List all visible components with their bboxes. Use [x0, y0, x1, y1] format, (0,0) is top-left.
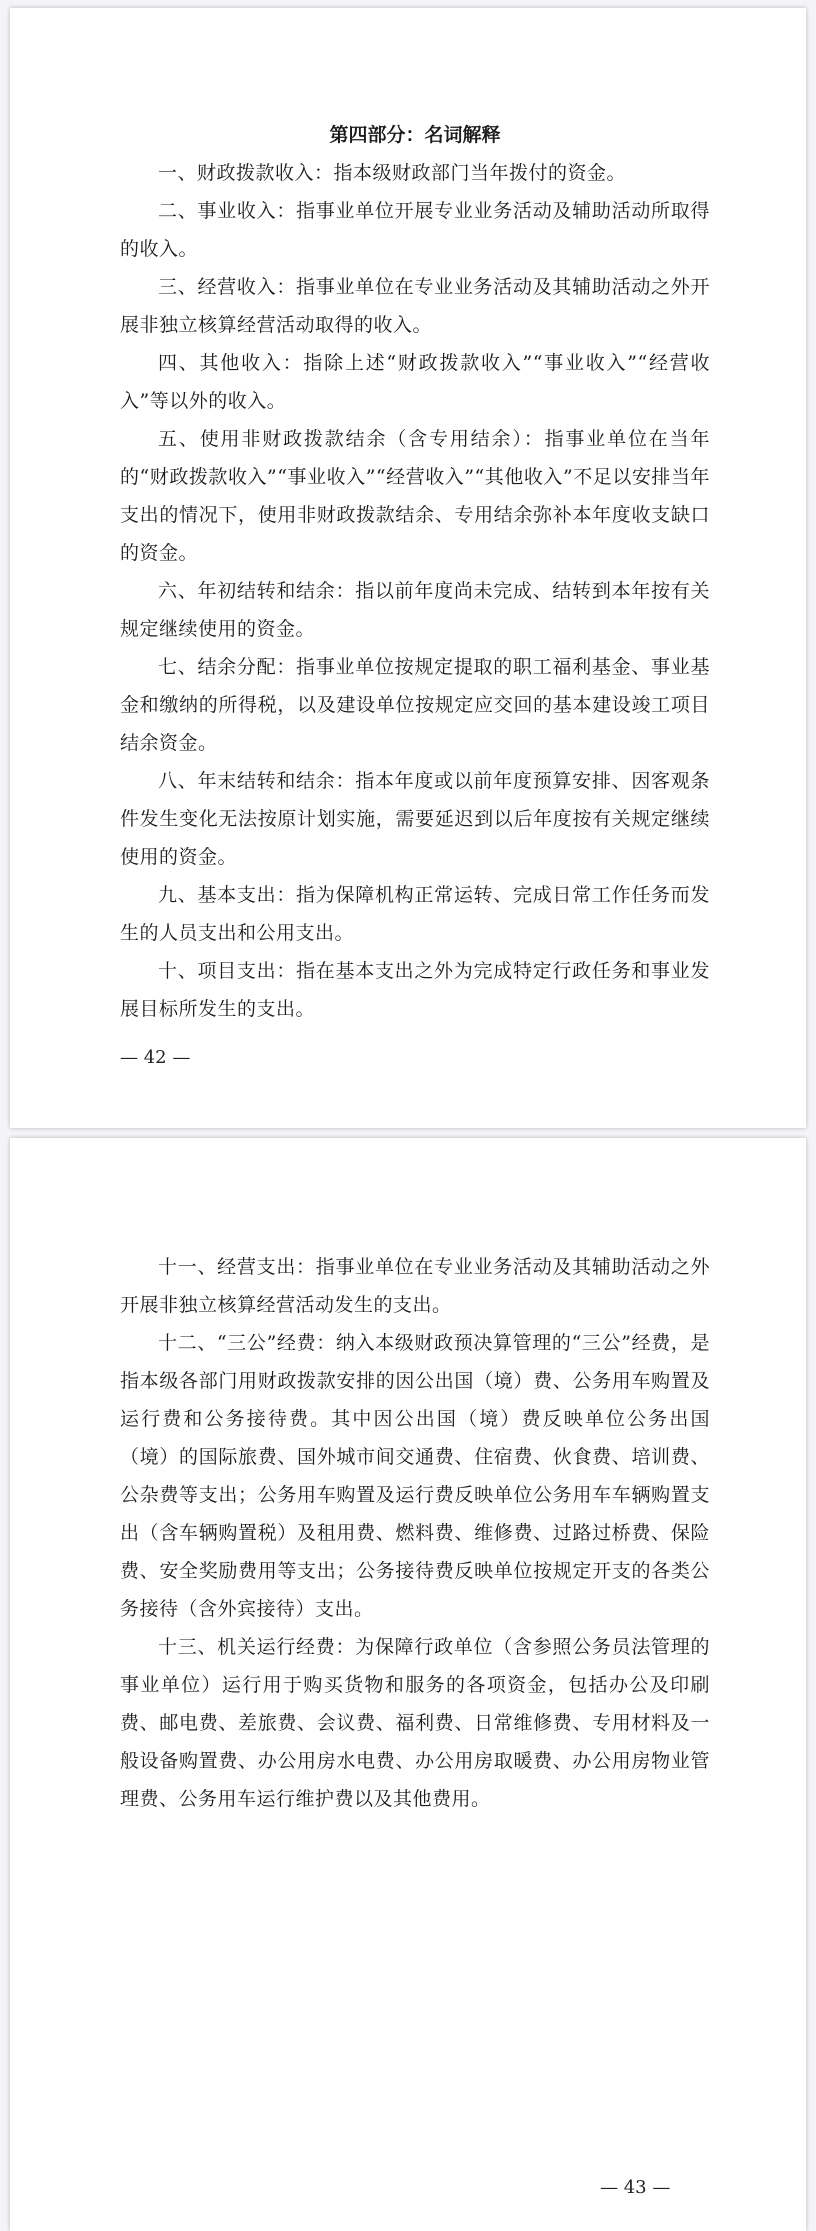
- definition-paragraph: 十一、经营支出：指事业单位在专业业务活动及其辅助活动之外开展非独立核算经营活动发生的支出。: [120, 1256, 710, 1316]
- document-page-43: [10, 1138, 806, 2231]
- definition-paragraph: 二、事业收入：指事业单位开展专业业务活动及辅助活动所取得的收入。: [120, 200, 710, 260]
- section-title: 第四部分：名词解释: [329, 124, 501, 146]
- page-number: — 42 —: [120, 1047, 191, 1068]
- definition-paragraph: 四、其他收入：指除上述“财政拨款收入”“事业收入”“经营收入”等以外的收入。: [120, 352, 710, 412]
- definition-paragraph: 七、结余分配：指事业单位按规定提取的职工福利基金、事业基金和缴纳的所得税，以及建设单位按规定应交回的基本建设竣工项目结余资金。: [120, 656, 710, 754]
- definition-paragraph: 一、财政拨款收入：指本级财政部门当年拨付的资金。: [158, 162, 627, 184]
- page-number: — 43 —: [600, 2177, 671, 2198]
- definition-paragraph: 十二、“三公”经费：纳入本级财政预决算管理的“三公”经费，是指本级各部门用财政拨款安排的因公出国（境）费、公务用车购置及运行费和公务接待费。其中因公出国（境）费反映单位公务出国（境）的国际旅费、国外城市间交通费、住宿费、伙食费、培训费、公杂费等支出；公务用车购置及运行费反映单位公务用车车辆购置支出（含车辆购置税）及租用费、燃料费、维修费、过路过桥费、保险费、安全奖励费用等支出；公务接待费反映单位按规定开支的各类公务接待（含外宾接待）支出。: [120, 1332, 710, 1620]
- page-content: [120, 1248, 710, 1818]
- definition-paragraph: 十三、机关运行经费：为保障行政单位（含参照公务员法管理的事业单位）运行用于购买货物和服务的各项资金，包括办公及印刷费、邮电费、差旅费、会议费、福利费、日常维修费、专用材料及一般设备购置费、办公用房水电费、办公用房取暖费、办公用房物业管理费、公务用车运行维护费以及其他费用。: [120, 1636, 710, 1810]
- document-page-42: [10, 8, 806, 1128]
- definition-paragraph: 八、年末结转和结余：指本年度或以前年度预算安排、因客观条件发生变化无法按原计划实施，需要延迟到以后年度按有关规定继续使用的资金。: [120, 770, 710, 868]
- definition-paragraph: 十、项目支出：指在基本支出之外为完成特定行政任务和事业发展目标所发生的支出。: [120, 960, 710, 1020]
- definition-paragraph: 六、年初结转和结余：指以前年度尚未完成、结转到本年按有关规定继续使用的资金。: [120, 580, 710, 640]
- page-content: [120, 116, 710, 1028]
- definition-paragraph: 三、经营收入：指事业单位在专业业务活动及其辅助活动之外开展非独立核算经营活动取得的收入。: [120, 276, 710, 336]
- definition-paragraph: 五、使用非财政拨款结余（含专用结余）：指事业单位在当年的“财政拨款收入”“事业收入”“经营收入”“其他收入”不足以安排当年支出的情况下，使用非财政拨款结余、专用结余弥补本年度收支缺口的资金。: [120, 428, 710, 564]
- definition-paragraph: 九、基本支出：指为保障机构正常运转、完成日常工作任务而发生的人员支出和公用支出。: [120, 884, 710, 944]
